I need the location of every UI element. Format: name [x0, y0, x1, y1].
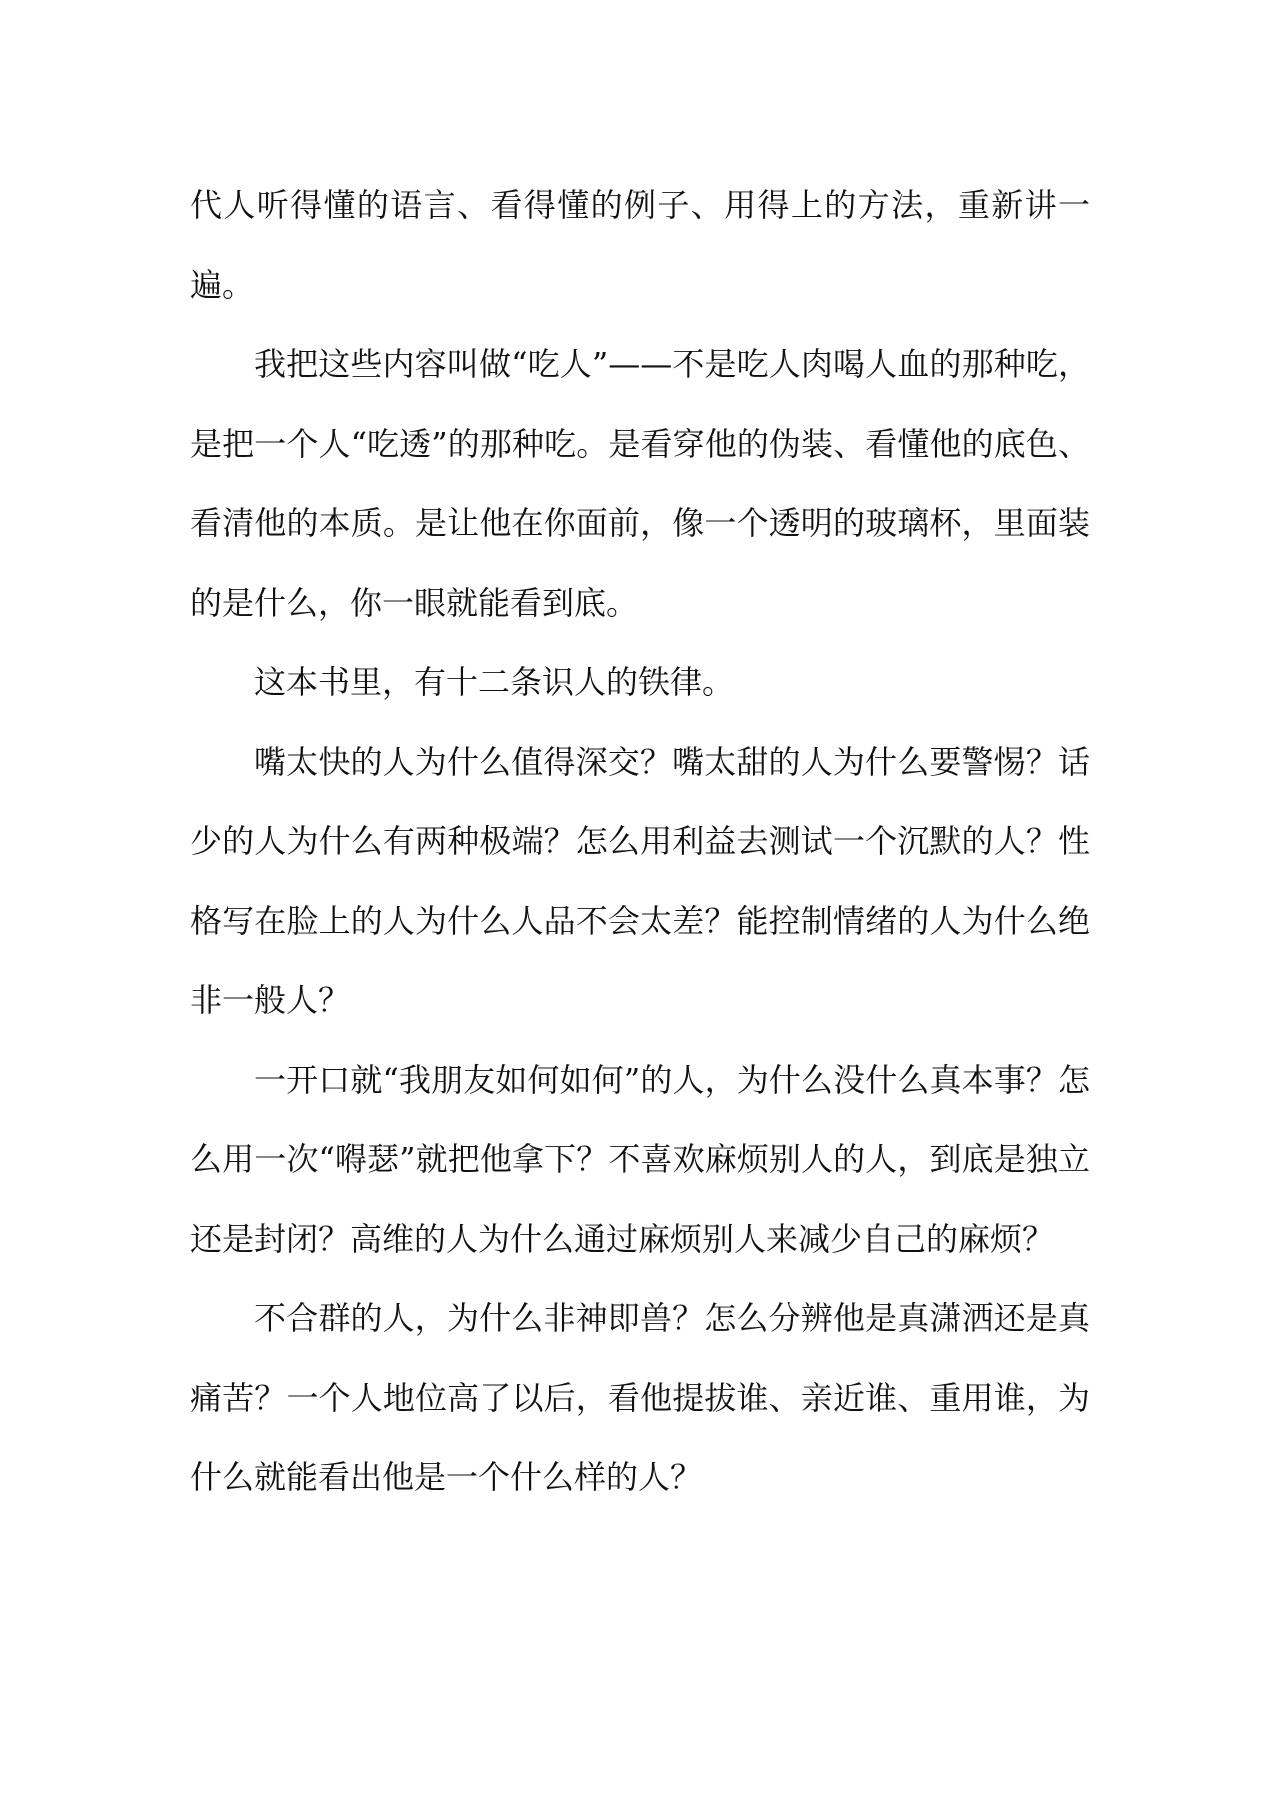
- document-body: [190, 166, 1090, 1518]
- paragraph: 嘴太快的人为什么值得深交？嘴太甜的人为什么要警惕？话少的人为什么有两种极端？怎么用利益去测试一个沉默的人？性格写在脸上的人为什么人品不会太差？能控制情绪的人为什么绝非一般人？: [190, 742, 1090, 1019]
- paragraph-continued: 代人听得懂的语言、看得懂的例子、用得上的方法，重新讲一遍。: [190, 186, 1090, 304]
- paragraph: 这本书里，有十二条识人的铁律。: [254, 663, 735, 701]
- paragraph: 不合群的人，为什么非神即兽？怎么分辨他是真潇洒还是真痛苦？一个人地位高了以后，看他提拔谁、亲近谁、重用谁，为什么就能看出他是一个什么样的人？: [190, 1299, 1090, 1496]
- paragraph: 我把这些内容叫做“吃人”——不是吃人肉喝人血的那种吃，是把一个人“吃透”的那种吃。是看穿他的伪装、看懂他的底色、看清他的本质。是让他在你面前，像一个透明的玻璃杯，里面装的是什么，你一眼就能看到底。: [190, 345, 1090, 622]
- paragraph: 一开口就“我朋友如何如何”的人，为什么没什么真本事？怎么用一次“嘚瑟”就把他拿下？不喜欢麻烦别人的人，到底是独立还是封闭？高维的人为什么通过麻烦别人来减少自己的麻烦？: [190, 1060, 1090, 1258]
